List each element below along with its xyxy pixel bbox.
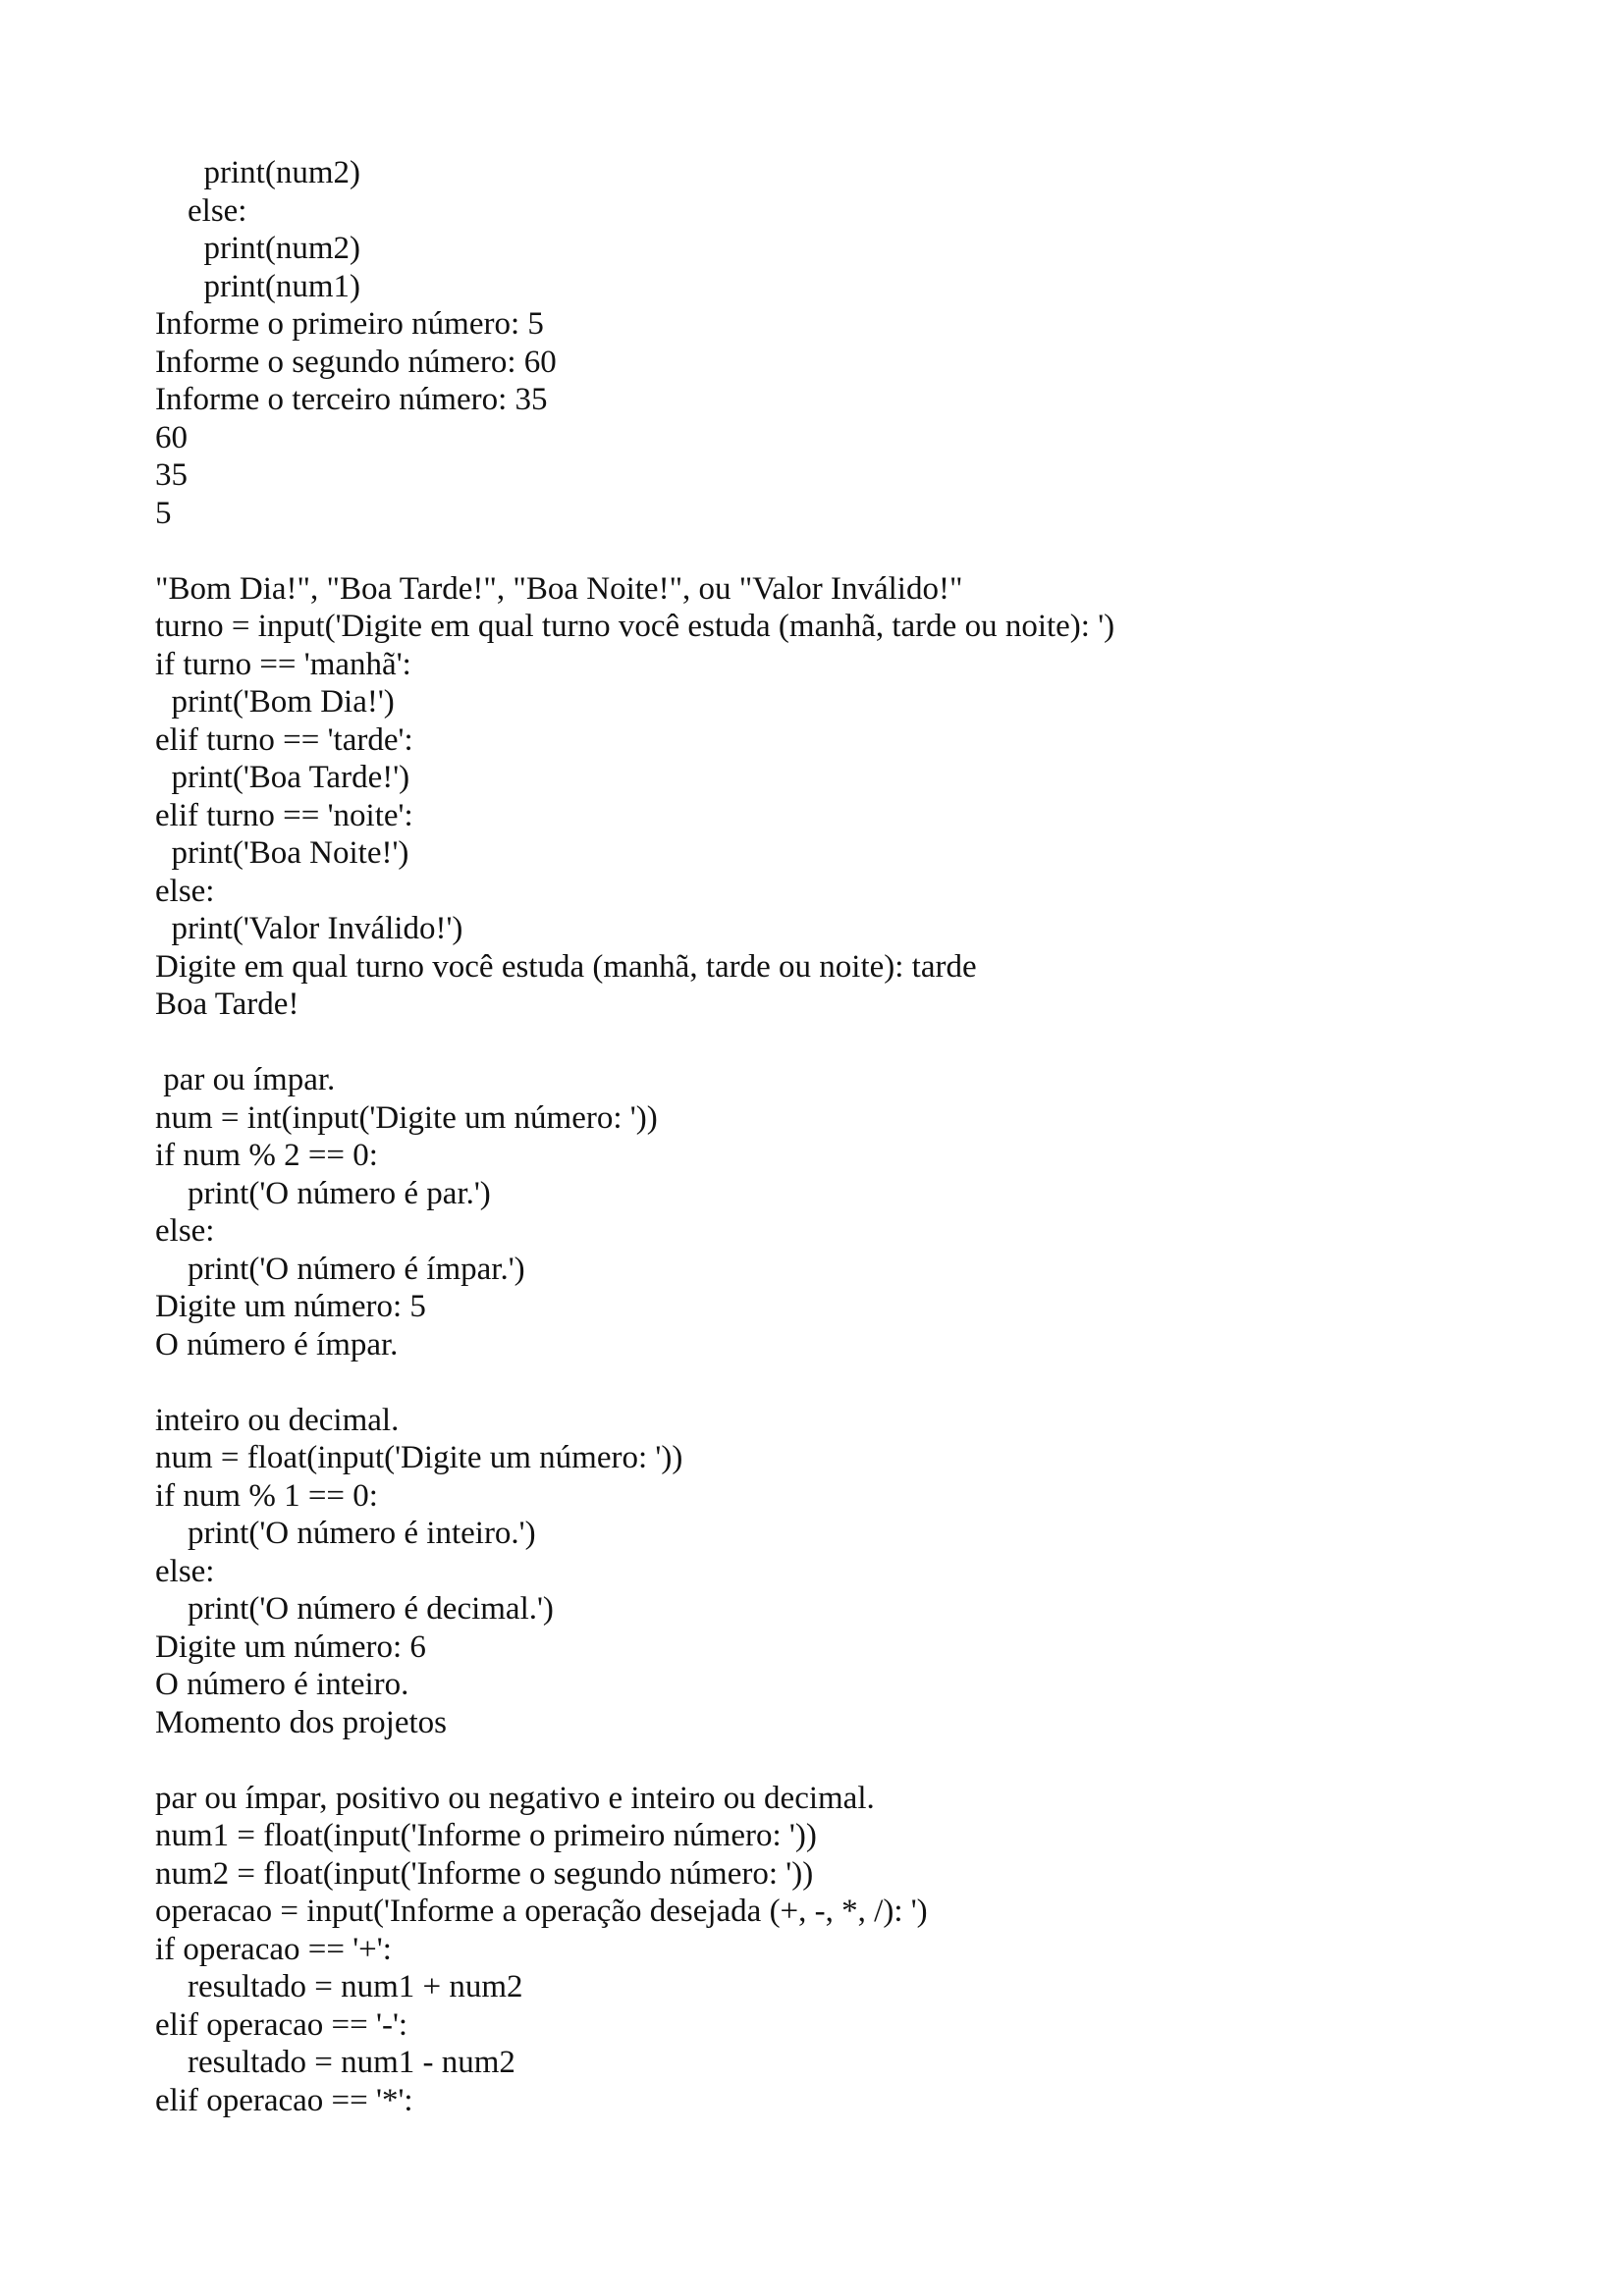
text-line: elif operacao == '-': bbox=[155, 2006, 408, 2043]
section-heading: Momento dos projetos bbox=[155, 1704, 447, 1740]
text-line: print(num1) bbox=[155, 268, 360, 304]
text-line: num = float(input('Digite um número: ')) bbox=[155, 1440, 683, 1475]
text-line: 60 bbox=[155, 419, 188, 455]
text-line: resultado = num1 - num2 bbox=[155, 2045, 515, 2080]
text-line: else: bbox=[155, 873, 215, 909]
text-line: else: bbox=[155, 1553, 215, 1589]
text-line: Digite em qual turno você estuda (manhã, tarde ou noite): tarde bbox=[155, 948, 977, 985]
text-line: resultado = num1 + num2 bbox=[155, 1969, 523, 2004]
text-line: O número é inteiro. bbox=[155, 1667, 409, 1702]
text-line: Boa Tarde! bbox=[155, 987, 299, 1022]
text-line: print('O número é ímpar.') bbox=[155, 1251, 525, 1287]
text-line: elif turno == 'tarde': bbox=[155, 721, 413, 758]
text-line: print('O número é inteiro.') bbox=[155, 1516, 536, 1551]
text-line: print('Valor Inválido!') bbox=[155, 911, 463, 946]
text-line: num2 = float(input('Informe o segundo número: ')) bbox=[155, 1855, 814, 1892]
text-line: print('O número é par.') bbox=[155, 1175, 491, 1211]
blank-line bbox=[155, 1024, 1510, 1062]
text-line: if num % 2 == 0: bbox=[155, 1138, 378, 1173]
text-line: Digite um número: 6 bbox=[155, 1629, 426, 1665]
text-line: elif operacao == '*': bbox=[155, 2082, 413, 2118]
text-line: 5 bbox=[155, 495, 172, 531]
blank-line bbox=[155, 1741, 1510, 1780]
text-line: O número é ímpar. bbox=[155, 1326, 399, 1362]
text-line: print('O número é decimal.') bbox=[155, 1591, 554, 1627]
text-line: operacao = input('Informe a operação desejada (+, -, *, /): ') bbox=[155, 1894, 928, 1929]
text-line: Digite um número: 5 bbox=[155, 1289, 426, 1324]
text-line: par ou ímpar. bbox=[155, 1062, 336, 1097]
text-line: 35 bbox=[155, 457, 188, 493]
blank-line bbox=[155, 532, 1510, 570]
text-line: par ou ímpar, positivo ou negativo e inteiro ou decimal. bbox=[155, 1780, 875, 1816]
text-line: num = int(input('Digite um número: ')) bbox=[155, 1099, 658, 1136]
text-line: else: bbox=[155, 1213, 215, 1249]
text-line: print(num2) bbox=[155, 231, 360, 266]
text-line: turno = input('Digite em qual turno você estuda (manhã, tarde ou noite): ') bbox=[155, 609, 1115, 644]
text-line: else: bbox=[155, 192, 247, 229]
text-line: if num % 1 == 0: bbox=[155, 1477, 378, 1514]
text-line: num1 = float(input('Informe o primeiro número: ')) bbox=[155, 1818, 817, 1853]
text-line: print('Boa Noite!') bbox=[155, 835, 409, 871]
text-line: print('Boa Tarde!') bbox=[155, 760, 410, 795]
blank-line bbox=[155, 1363, 1510, 1402]
text-line: print(num2) bbox=[155, 155, 360, 190]
text-line: Informe o primeiro número: 5 bbox=[155, 306, 544, 342]
text-line: elif turno == 'noite': bbox=[155, 797, 413, 833]
text-line: Informe o segundo número: 60 bbox=[155, 344, 557, 380]
text-line: if turno == 'manhã': bbox=[155, 646, 411, 682]
text-line: if operacao == '+': bbox=[155, 1931, 392, 1967]
text-line: "Bom Dia!", "Boa Tarde!", "Boa Noite!", ou "Valor Inválido!" bbox=[155, 570, 963, 607]
text-line: inteiro ou decimal. bbox=[155, 1402, 400, 1438]
text-line: print('Bom Dia!') bbox=[155, 684, 395, 720]
document-body bbox=[155, 154, 1510, 2119]
text-line: Informe o terceiro número: 35 bbox=[155, 382, 548, 417]
